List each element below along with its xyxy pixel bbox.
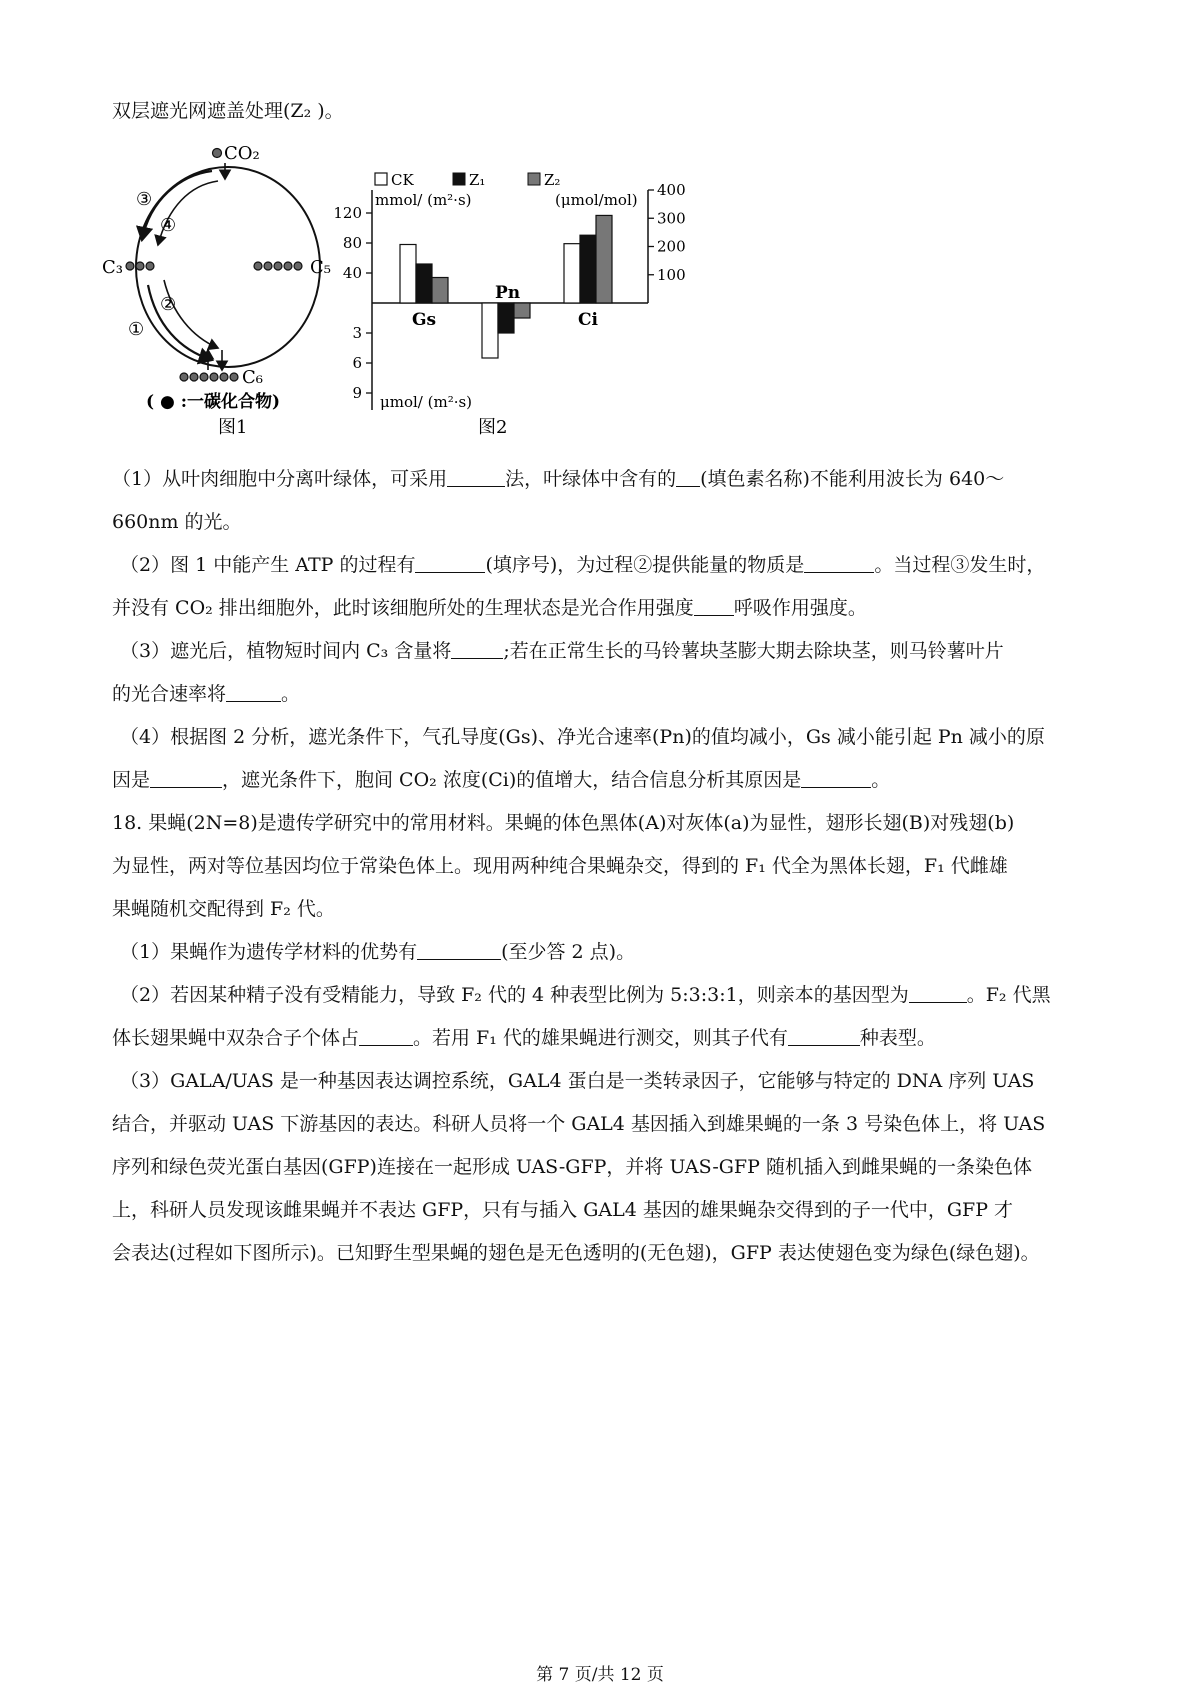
right-tick-label: 400 <box>657 181 686 199</box>
figure1-caption: 图1 <box>218 417 248 438</box>
legend-ck: CK <box>391 171 414 189</box>
q1-line1: （1）从叶肉细胞中分离叶绿体，可采用 法，叶绿体中含有的 (填色素名称)不能利用波长为 640～ <box>112 468 1005 490</box>
left-tick-label: 120 <box>333 204 362 222</box>
figure-1-calvin-cycle <box>102 145 331 438</box>
left-unit-top: mmol/ (m²·s) <box>375 191 472 209</box>
group-label-pn: Pn <box>495 283 521 303</box>
right-tick-label: 300 <box>657 209 686 228</box>
bar-ci-z2 <box>596 215 612 303</box>
right-tick-label: 200 <box>657 237 686 256</box>
c6-label: C₆ <box>242 367 263 388</box>
bar-gs-z2 <box>432 278 448 304</box>
process-3-label: ③ <box>136 189 153 210</box>
p18-q2-line1: （2）若因某种精子没有受精能力，导致 F₂ 代的 4 种表型比例为 5:3:3:1，则亲本的基因型为 。F₂ 代黑 <box>120 984 1051 1006</box>
p18-q3-line5: 会表达(过程如下图所示)。已知野生型果蝇的翅色是无色透明的(无色翅)，GFP 表达使翅色变为绿色(绿色翅)。 <box>112 1242 1040 1264</box>
problem-18-line1: 18. 果蝇(2N=8)是遗传学研究中的常用材料。果蝇的体色黑体(A)对灰体(a)为显性，翅形长翅(B)对残翅(b) <box>112 812 1015 834</box>
intro-text: 双层遮光网遮盖处理(Z₂ )。 <box>112 100 344 122</box>
page-footer: 第 7 页/共 12 页 <box>536 1665 664 1685</box>
figure2-caption: 图2 <box>478 417 508 438</box>
c3-label: C₃ <box>102 257 123 278</box>
answer-blank[interactable] <box>359 1027 413 1046</box>
left-tick-label: 9 <box>352 384 362 402</box>
figures <box>100 145 740 465</box>
answer-blank[interactable] <box>451 640 503 659</box>
p18-q2-line2: 体长翅果蝇中双杂合子个体占 。若用 F₁ 代的雄果蝇进行测交，则其子代有 种表型。 <box>112 1027 936 1049</box>
q4-line1: （4）根据图 2 分析，遮光条件下，气孔导度(Gs)、净光合速率(Pn)的值均减小，Gs 减小能引起 Pn 减小的原 <box>120 726 1045 748</box>
q1-line2: 660nm 的光。 <box>112 511 242 533</box>
p18-q3-line1: （3）GALA/UAS 是一种基因表达调控系统，GAL4 蛋白是一类转录因子，它能够与特定的 DNA 序列 UAS <box>120 1070 1035 1092</box>
bar-pn-z2 <box>514 303 530 318</box>
right-tick-label: 100 <box>657 265 686 284</box>
q2-line1: （2）图 1 中能产生 ATP 的过程有 (填序号)，为过程②提供能量的物质是 。当过程③发生时， <box>120 554 1046 576</box>
answer-blank[interactable] <box>694 597 734 616</box>
answer-blank[interactable] <box>909 984 967 1003</box>
p18-q1: （1）果蝇作为遗传学材料的优势有 (至少答 2 点)。 <box>120 941 636 963</box>
legend-swatch-z2 <box>528 173 540 185</box>
answer-blank[interactable] <box>804 554 874 573</box>
left-tick-label: 3 <box>352 324 362 342</box>
p18-q3-line4: 上，科研人员发现该雌果蝇并不表达 GFP，只有与插入 GAL4 基因的雄果蝇杂交得到的子一代中，GFP 才 <box>112 1199 1014 1221</box>
left-tick-label: 6 <box>352 354 362 372</box>
answer-blank[interactable] <box>150 769 222 788</box>
group-label-ci: Ci <box>578 310 598 330</box>
answer-blank[interactable] <box>447 468 505 487</box>
group-label-gs: Gs <box>412 310 437 330</box>
answer-blank[interactable] <box>801 769 871 788</box>
answer-blank[interactable] <box>226 683 281 702</box>
c5-label: C₅ <box>310 257 331 278</box>
figure1-legend: ( ● :一碳化合物) <box>146 392 281 412</box>
q4-line2: 因是 ，遮光条件下，胞间 CO₂ 浓度(Ci)的值增大，结合信息分析其原因是 。 <box>112 769 891 791</box>
co2-label: CO₂ <box>224 145 260 164</box>
figure-2-chart <box>333 171 685 438</box>
problem-18-line3: 果蝇随机交配得到 F₂ 代。 <box>112 898 335 920</box>
process-2-label: ② <box>160 294 177 315</box>
left-tick-label: 80 <box>342 234 362 252</box>
problem-18-line2: 为显性，两对等位基因均位于常染色体上。现用两种纯合果蝇杂交，得到的 F₁ 代全为黑体长翅，F₁ 代雌雄 <box>112 855 1008 877</box>
legend-swatch-ck <box>375 173 387 185</box>
bar-ci-z1 <box>580 235 596 303</box>
answer-blank[interactable] <box>415 554 485 573</box>
bar-gs-z1 <box>416 264 432 303</box>
right-unit: (μmol/mol) <box>555 191 638 209</box>
bar-pn-z1 <box>498 303 514 333</box>
process-4-label: ④ <box>160 215 177 236</box>
p18-q3-line3: 序列和绿色荧光蛋白基因(GFP)连接在一起形成 UAS-GFP，并将 UAS-GFP 随机插入到雌果蝇的一条染色体 <box>112 1156 1032 1178</box>
bar-pn-ck <box>482 303 498 358</box>
q2-line2: 并没有 CO₂ 排出细胞外，此时该细胞所处的生理状态是光合作用强度 呼吸作用强度。 <box>112 597 867 619</box>
left-tick-label: 40 <box>342 264 362 282</box>
p18-q3-line2: 结合，并驱动 UAS 下游基因的表达。科研人员将一个 GAL4 基因插入到雄果蝇的一条 3 号染色体上，将 UAS <box>112 1113 1046 1135</box>
bar-ci-ck <box>564 244 580 303</box>
answer-blank[interactable] <box>676 468 700 487</box>
q3-line1: （3）遮光后，植物短时间内 C₃ 含量将 ;若在正常生长的马铃薯块茎膨大期去除块茎，则马铃薯叶片 <box>120 640 1004 662</box>
legend-swatch-z1 <box>453 173 465 185</box>
answer-blank[interactable] <box>417 941 501 960</box>
process-1-label: ① <box>128 319 145 340</box>
answer-blank[interactable] <box>788 1027 860 1046</box>
legend-z1: Z₁ <box>469 171 486 189</box>
legend-z2: Z₂ <box>544 171 561 189</box>
bar-gs-ck <box>400 245 416 304</box>
left-unit-bottom: μmol/ (m²·s) <box>380 393 473 411</box>
q3-line2: 的光合速率将 。 <box>112 683 301 705</box>
